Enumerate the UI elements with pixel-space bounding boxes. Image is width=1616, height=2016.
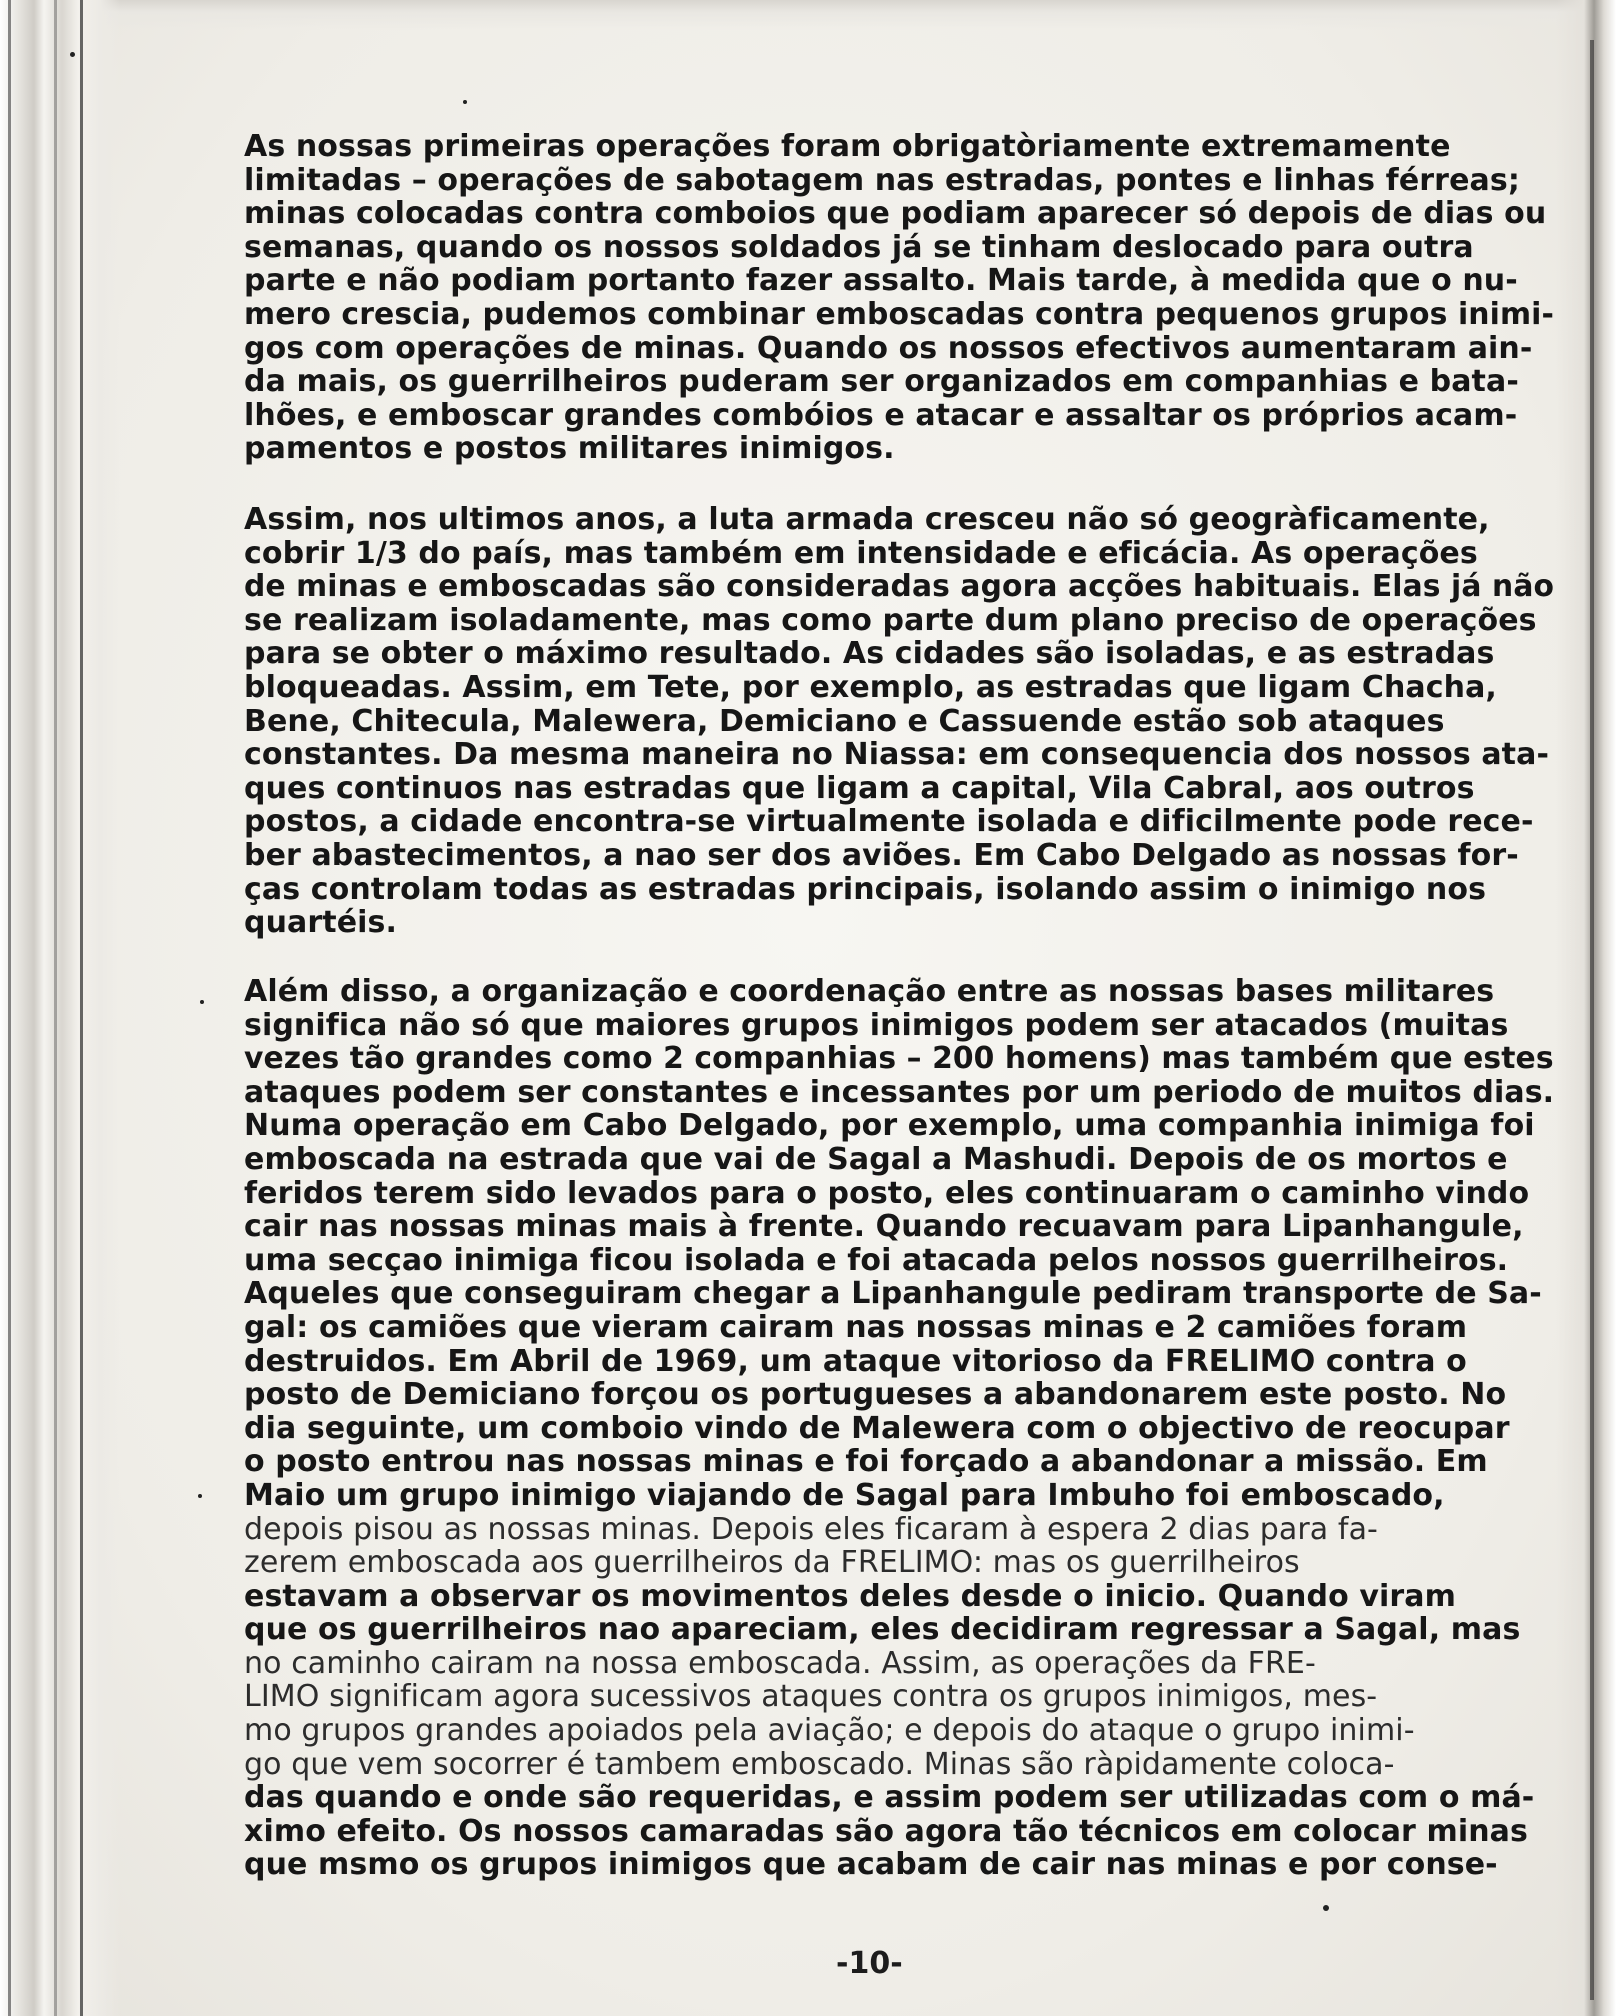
text-line: no caminho cairam na nossa emboscada. Assim, as operações da FRE- — [244, 1645, 1316, 1681]
text-line: significa não só que maiores grupos inimigos podem ser atacados (muitas — [244, 1007, 1509, 1043]
text-line: ximo efeito. Os nossos camaradas são agora tão técnicos em colocar minas — [244, 1813, 1528, 1849]
scan-speck — [198, 1494, 202, 1498]
text-line: Maio um grupo inimigo viajando de Sagal para Imbuho foi emboscado, — [244, 1477, 1445, 1513]
text-line: gal: os camiões que vieram cairam nas nossas minas e 2 camiões foram — [244, 1309, 1468, 1345]
binding-line — [54, 0, 57, 2016]
text-line: Além disso, a organização e coordenação entre as nossas bases militares — [244, 974, 1495, 1009]
text-line: que os guerrilheiros nao apareciam, eles decidiram regressar a Sagal, mas — [244, 1612, 1521, 1648]
text-line: feridos terem sido levados para o posto, eles continuaram o caminho vindo — [244, 1175, 1530, 1211]
text-line: zerem emboscada aos guerrilheiros da FRELIMO: mas os guerrilheiros — [244, 1545, 1300, 1581]
binding-edge-left — [0, 0, 120, 2016]
text-line: go que vem socorrer é tambem emboscado. Minas são ràpidamente coloca- — [244, 1746, 1395, 1782]
text-line: para se obter o máximo resultado. As cidades são isoladas, e as estradas — [244, 636, 1495, 672]
paragraph-2 — [244, 503, 1574, 940]
text-line: ataques podem ser constantes e incessantes por um periodo de muitos dias. — [244, 1074, 1555, 1110]
text-line: destruidos. Em Abril de 1969, um ataque vitorioso da FRELIMO contra o — [244, 1343, 1467, 1379]
text-line: estavam a observar os movimentos deles desde o inicio. Quando viram — [244, 1578, 1456, 1614]
text-line: mo grupos grandes apoiados pela aviação; e depois do ataque o grupo inimi- — [244, 1713, 1415, 1749]
text-line: gos com operações de minas. Quando os nossos efectivos aumentaram ain- — [244, 330, 1533, 366]
text-line: quartéis. — [244, 905, 397, 941]
text-line: constantes. Da mesma maneira no Niassa: em consequencia dos nossos ata- — [244, 737, 1550, 773]
text-line: ques continuos nas estradas que ligam a capital, Vila Cabral, aos outros — [244, 770, 1475, 806]
paragraph-1 — [244, 130, 1574, 466]
binding-line — [80, 0, 83, 2016]
paragraph-3 — [244, 975, 1574, 1882]
text-line: se realizam isoladamente, mas como parte dum plano preciso de operações — [244, 602, 1537, 638]
text-line: ber abastecimentos, a nao ser dos aviões. Em Cabo Delgado as nossas for- — [244, 837, 1519, 873]
text-line: minas colocadas contra comboios que podiam aparecer só depois de dias ou — [244, 196, 1547, 232]
text-line: Assim, nos ultimos anos, a luta armada cresceu não só geogràficamente, — [244, 502, 1490, 537]
text-line: que msmo os grupos inimigos que acabam de cair nas minas e por conse- — [244, 1847, 1498, 1883]
text-line: o posto entrou nas nossas minas e foi forçado a abandonar a missão. Em — [244, 1444, 1488, 1480]
text-line: da mais, os guerrilheiros puderam ser organizados em companhias e bata- — [244, 364, 1519, 400]
page-number: -10- — [836, 1946, 903, 1981]
scan-speck — [200, 1000, 204, 1004]
text-line: mero crescia, pudemos combinar emboscadas contra pequenos grupos inimi- — [244, 296, 1554, 332]
text-line: Numa operação em Cabo Delgado, por exemplo, uma companhia inimiga foi — [244, 1108, 1535, 1144]
text-line: uma secçao inimiga ficou isolada e foi atacada pelos nossos guerrilheiros. — [244, 1242, 1509, 1278]
text-line: emboscada na estrada que vai de Sagal a Mashudi. Depois de os mortos e — [244, 1141, 1508, 1177]
text-line: dia seguinte, um comboio vindo de Malewera com o objectivo de reocupar — [244, 1410, 1510, 1446]
text-line: pamentos e postos militares inimigos. — [244, 431, 895, 467]
text-line: lhões, e emboscar grandes combóios e atacar e assaltar os próprios acam- — [244, 397, 1518, 433]
text-line: parte e não podiam portanto fazer assalto. Mais tarde, à medida que o nu- — [244, 263, 1518, 299]
scan-top-edge — [0, 0, 1616, 30]
text-line: postos, a cidade encontra-se virtualmente isolada e dificilmente pode rece- — [244, 804, 1534, 840]
text-line: cobrir 1/3 do país, mas também em intensidade e eficácia. As operações — [244, 535, 1478, 571]
text-line: vezes tão grandes como 2 companhias – 200 homens) mas também que estes — [244, 1041, 1554, 1077]
text-line: das quando e onde são requeridas, e assim podem ser utilizadas com o má- — [244, 1780, 1535, 1816]
text-line: Bene, Chitecula, Malewera, Demiciano e Cassuende estão sob ataques — [244, 703, 1445, 739]
binding-line — [8, 0, 11, 2016]
scan-speck — [463, 100, 467, 104]
text-line: semanas, quando os nossos soldados já se tinham deslocado para outra — [244, 229, 1474, 265]
binding-line — [1590, 40, 1594, 2000]
text-line: cair nas nossas minas mais à frente. Quando recuavam para Lipanhangule, — [244, 1209, 1524, 1245]
text-line: Aqueles que conseguiram chegar a Lipanhangule pediram transporte de Sa- — [244, 1276, 1542, 1312]
text-line: bloqueadas. Assim, em Tete, por exemplo, as estradas que ligam Chacha, — [244, 669, 1497, 705]
text-line: depois pisou as nossas minas. Depois eles ficaram à espera 2 dias para fa- — [244, 1511, 1378, 1547]
text-line: As nossas primeiras operações foram obrigatòriamente extremamente — [244, 129, 1451, 164]
scan-speck — [70, 52, 75, 57]
text-line: posto de Demiciano forçou os portugueses a abandonarem este posto. No — [244, 1377, 1507, 1413]
text-line: de minas e emboscadas são consideradas agora acções habituais. Elas já não — [244, 569, 1555, 605]
text-line: ças controlam todas as estradas principais, isolando assim o inimigo nos — [244, 871, 1487, 907]
text-line: limitadas – operações de sabotagem nas estradas, pontes e linhas férreas; — [244, 162, 1520, 198]
scan-speck — [1323, 1905, 1329, 1911]
text-line: LIMO significam agora sucessivos ataques contra os grupos inimigos, mes- — [244, 1679, 1378, 1715]
